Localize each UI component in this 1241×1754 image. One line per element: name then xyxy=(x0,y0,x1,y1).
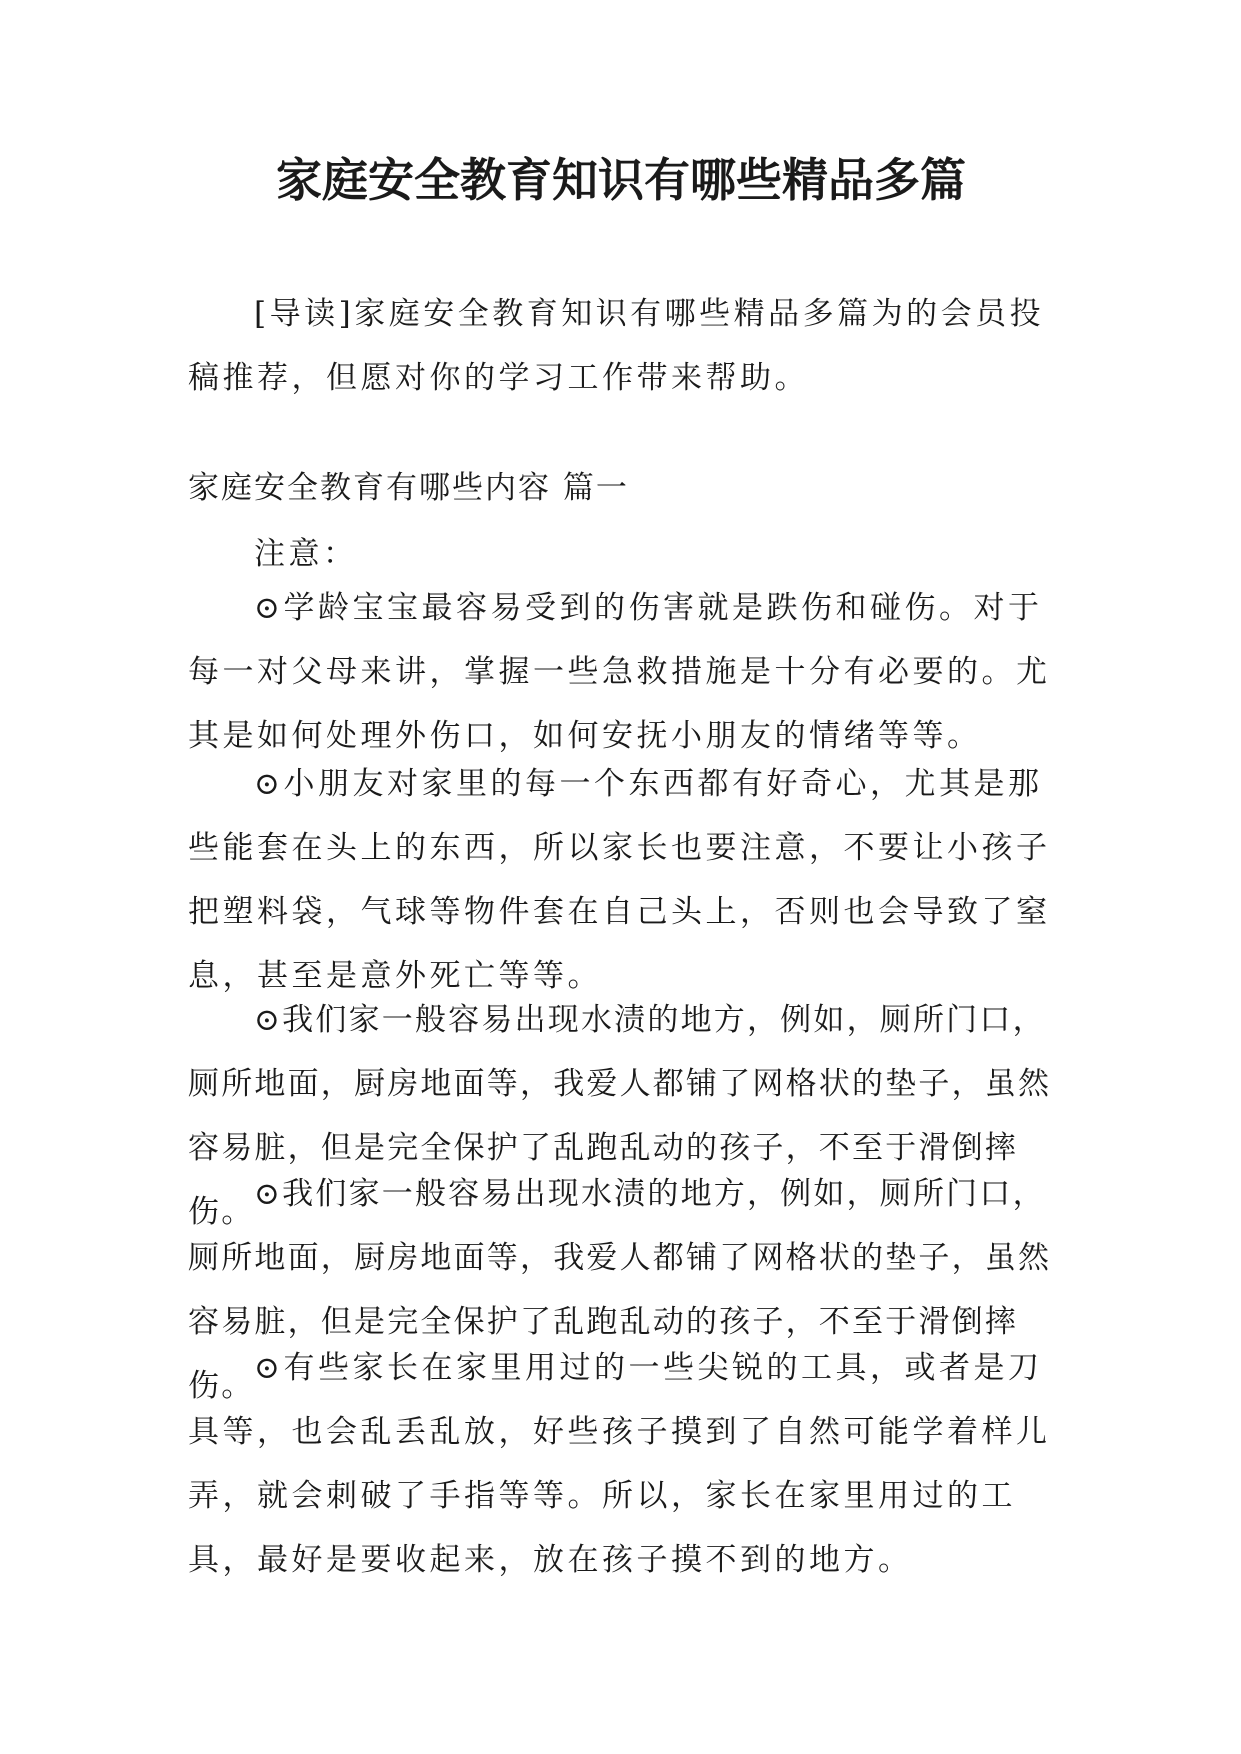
body-paragraph: ⊙小朋友对家里的每一个东西都有好奇心，尤其是那些能套在头上的东西，所以家长也要注意，不要让小孩子把塑料袋，气球等物件套在自己头上，否则也会导致了窒息，甚至是意外死亡等等。 xyxy=(188,766,1051,994)
lead-paragraph: [导读]家庭安全教育知识有哪些精品多篇为的会员投稿推荐，但愿对你的学习工作带来帮助。 xyxy=(188,296,1045,396)
section-heading: 家庭安全教育有哪些内容 篇一 xyxy=(188,470,629,506)
note-label: 注意： xyxy=(254,536,358,572)
document-title: 家庭安全教育知识有哪些精品多篇 xyxy=(276,153,966,207)
body-paragraph: ⊙我们家一般容易出现水渍的地方，例如，厕所门口，厕所地面，厨房地面等，我爱人都铺了网格状的垫子，虽然容易脏，但是完全保护了乱跑乱动的孩子，不至于滑倒摔伤。 xyxy=(188,1176,1052,1404)
body-paragraph: ⊙有些家长在家里用过的一些尖锐的工具，或者是刀具等，也会乱丢乱放，好些孩子摸到了自然可能学着样儿弄，就会刺破了手指等等。所以，家长在家里用过的工具，最好是要收起来，放在孩子摸不到的地方。 xyxy=(188,1350,1051,1578)
body-paragraph: ⊙我们家一般容易出现水渍的地方，例如，厕所门口，厕所地面，厨房地面等，我爱人都铺了网格状的垫子，虽然容易脏，但是完全保护了乱跑乱动的孩子，不至于滑倒摔伤。 xyxy=(188,1002,1052,1230)
body-paragraph: ⊙学龄宝宝最容易受到的伤害就是跌伤和碰伤。对于每一对父母来讲，掌握一些急救措施是十分有必要的。尤其是如何处理外伤口，如何安抚小朋友的情绪等等。 xyxy=(188,590,1051,754)
